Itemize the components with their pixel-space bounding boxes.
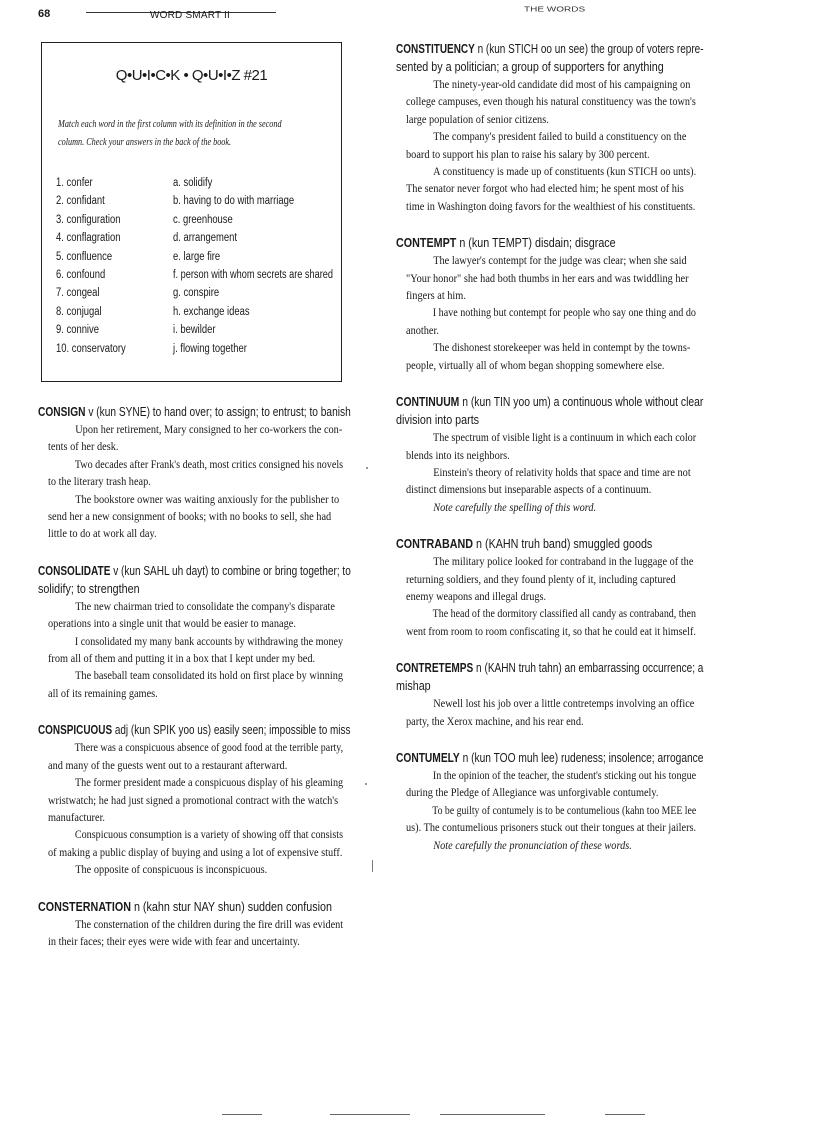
- example-text: The military police looked for contraband in the luggage of the: [433, 554, 694, 569]
- example-text: To be guilty of contumely is to be contumelious (kahn too MEE lee: [432, 802, 697, 817]
- example-sentence-line: [396, 571, 696, 588]
- example-sentence-line: [38, 508, 348, 525]
- entry-headword-wrap: [396, 40, 704, 58]
- example-text: The former president made a conspicuous display of his gleaming: [74, 775, 344, 790]
- example-text: I have nothing but contempt for people who say one thing and do: [432, 305, 696, 320]
- entry-headword-line: [396, 535, 696, 553]
- example-sentence-line: [396, 111, 696, 128]
- quiz-word-item: [56, 321, 141, 339]
- dictionary-entry: [396, 535, 696, 640]
- quiz-definition-text: d. arrangement: [173, 232, 237, 245]
- entry-headword: CONTRABAND: [396, 537, 474, 552]
- right-column-entries: [396, 40, 704, 873]
- dictionary-entry: [38, 403, 351, 543]
- book-title: WORD SMART II: [150, 10, 231, 21]
- entry-headword: CONTINUUM: [396, 395, 460, 410]
- scan-speck: [365, 783, 367, 785]
- example-text: The company's president failed to build a constituency on the: [433, 129, 687, 144]
- example-text: board to support his plan to raise his salary by 300 percent.: [406, 146, 650, 161]
- quiz-definition-item: [173, 248, 338, 266]
- running-head: THE WORDS: [524, 6, 586, 14]
- example-sentence-line: [38, 421, 348, 438]
- entry-definition: n (kun TIN yoo um) a continuous whole without clear: [462, 395, 704, 410]
- quiz-word-item: [56, 340, 141, 358]
- quiz-definition-list: [173, 174, 338, 358]
- entry-headword-line: [38, 403, 351, 421]
- example-text: in their faces; their eyes were wide with fear and uncertainty.: [48, 933, 300, 948]
- quiz-title: Q•U•I•C•K • Q•U•I•Z #21: [115, 67, 268, 84]
- entry-definition-continued: [396, 677, 696, 695]
- entry-definition: n (kun TOO muh lee) rudeness; insolence; arrogance: [462, 750, 704, 765]
- quiz-word-text: 2. confidant: [56, 195, 105, 208]
- quiz-word-item: [56, 266, 141, 284]
- instructions-line: Match each word in the first column with its definition in the second: [58, 119, 282, 130]
- footer-rule: [440, 1114, 545, 1115]
- quiz-definition-item: [173, 229, 338, 247]
- example-sentence-line: [396, 339, 696, 356]
- left-column-entries: [38, 403, 351, 969]
- example-text: The ninety-year-old candidate did most of his campaigning on: [433, 77, 691, 91]
- example-text: Newell lost his job over a little contretemps involving an office: [433, 696, 695, 711]
- quiz-word-text: 6. confound: [56, 269, 106, 282]
- example-text: The new chairman tried to consolidate the company's disparate: [75, 598, 335, 613]
- entry-headword: CONTUMELY: [396, 750, 460, 765]
- entry-definition: n (KAHN truh tahn) an embarrassing occurrence; a: [476, 661, 704, 676]
- entry-definition: adj (kun SPIK yoo us) easily seen; impossible to miss: [114, 723, 351, 738]
- example-sentence-line: [396, 270, 696, 287]
- entry-definition-continued-text: mishap: [396, 679, 431, 694]
- example-text: went from room to room confiscating it, so that he could eat it himself.: [406, 623, 696, 638]
- example-sentence-line: [38, 774, 348, 791]
- entry-headword-line: [396, 393, 704, 411]
- entry-definition-continued-text: solidify; to strengthen: [38, 581, 140, 596]
- example-text: The spectrum of visible light is a continuum in which each color: [433, 430, 697, 445]
- quiz-definition-item: [173, 303, 338, 321]
- quiz-definition-text: h. exchange ideas: [173, 305, 250, 318]
- entry-headword: CONSTITUENCY: [396, 42, 475, 56]
- example-sentence-line: [396, 713, 696, 730]
- quiz-definition-text: i. bewilder: [173, 324, 216, 337]
- example-text: during the Pledge of Allegiance was unforgivable contumely.: [406, 785, 659, 800]
- example-text: The opposite of conspicuous is inconspicuous.: [75, 862, 268, 877]
- entry-definition: n (kun STICH oo un see) the group of voters repre-: [477, 42, 704, 56]
- example-sentence-line: [396, 287, 696, 304]
- example-sentence-line: [396, 429, 696, 446]
- example-text: people, virtually all of whom began shopping somewhere else.: [406, 357, 665, 372]
- entry-definition: n (KAHN truh band) smuggled goods: [476, 537, 653, 552]
- entry-headword-wrap: [38, 721, 350, 739]
- example-sentence-line: [38, 650, 348, 667]
- example-text: college campuses, even though his natural constituency was the town's: [406, 94, 696, 109]
- example-text: The head of the dormitory classified all candy as contraband, then: [432, 606, 696, 621]
- example-text: "Your honor" she had both thumbs in her ears and was twiddling her: [406, 270, 689, 285]
- example-sentence-line: [396, 252, 696, 269]
- dictionary-entry: [396, 40, 704, 215]
- example-sentence-line: [38, 473, 348, 490]
- quiz-definition-item: [173, 174, 338, 192]
- quiz-word-text: 7. congeal: [56, 287, 100, 300]
- example-sentence-line: [38, 438, 348, 455]
- quiz-definition-text: e. large fire: [173, 250, 221, 263]
- example-sentence-line: [38, 933, 348, 950]
- entry-note: [396, 499, 696, 516]
- example-text: A constituency is made up of constituents (kun STICH oo unts).: [433, 164, 697, 179]
- entry-definition-continued-text: sented by a politician; a group of supporters for anything: [396, 60, 664, 74]
- quiz-definition-text: j. flowing together: [173, 342, 247, 355]
- dictionary-entry: [396, 659, 704, 730]
- quiz-definition-item: [173, 266, 338, 284]
- quiz-word-text: 1. confer: [56, 177, 93, 189]
- example-sentence-line: [396, 464, 696, 481]
- dictionary-entry: [396, 234, 696, 374]
- example-text: manufacturer.: [48, 809, 106, 824]
- entry-headword-line: [396, 659, 704, 677]
- entry-headword: CONSOLIDATE: [38, 563, 111, 578]
- quiz-word-item: [56, 303, 141, 321]
- example-sentence-line: [38, 844, 348, 861]
- example-text: blends into its neighbors.: [406, 447, 510, 462]
- example-text: of making a public display of buying and using a lot of expensive stuff.: [48, 844, 343, 859]
- example-text: Note carefully the pronunciation of these words.: [433, 837, 632, 852]
- dictionary-entry: [38, 721, 351, 878]
- quiz-word-item: [56, 229, 141, 247]
- example-text: from all of them and putting it in a box that I kept under my bed.: [48, 651, 316, 666]
- example-sentence-line: [396, 93, 696, 110]
- example-sentence-line: [396, 304, 696, 321]
- footer-rule: [330, 1114, 410, 1115]
- example-sentence-line: [396, 819, 696, 836]
- quiz-word-item: [56, 211, 141, 229]
- example-sentence-line: [38, 456, 348, 473]
- example-text: Two decades after Frank's death, most critics consigned his novels: [74, 456, 344, 471]
- entry-headword: CONSIGN: [38, 405, 86, 419]
- example-sentence-line: [38, 916, 348, 933]
- quiz-definition-text: b. having to do with marriage: [173, 195, 295, 208]
- example-sentence-line: [38, 667, 348, 684]
- quiz-definition-item: [173, 321, 338, 339]
- quiz-word-item: [56, 174, 141, 192]
- entry-definition-continued: [396, 58, 696, 76]
- example-sentence-line: [396, 481, 696, 498]
- quiz-definition-item: [173, 192, 338, 210]
- entry-headword-wrap: [396, 234, 616, 252]
- example-text: There was a conspicuous absence of good food at the terrible party,: [74, 740, 344, 755]
- example-text: Upon her retirement, Mary consigned to her co-workers the con-: [75, 422, 343, 436]
- quiz-word-text: 10. conservatory: [56, 342, 126, 355]
- example-text: party, the Xerox machine, and his rear end.: [406, 713, 584, 728]
- scan-speck: [366, 467, 368, 469]
- example-sentence-line: [38, 685, 348, 702]
- example-sentence-line: [396, 357, 696, 374]
- example-sentence-line: [396, 802, 696, 819]
- example-text: The senator never forgot who had elected him; he spent most of his: [406, 181, 684, 196]
- example-text: send her a new consignment of books; with no books to sell, she had: [48, 509, 332, 524]
- entry-definition: n (kahn stur NAY shun) sudden confusion: [133, 899, 332, 914]
- example-text: tents of her desk.: [48, 439, 119, 454]
- example-sentence-line: [396, 784, 696, 801]
- quiz-definition-text: a. solidify: [173, 177, 213, 189]
- quiz-word-item: [56, 192, 141, 210]
- example-sentence-line: [38, 491, 348, 508]
- dictionary-entry: [38, 562, 351, 702]
- example-text: The consternation of the children during the fire drill was evident: [75, 916, 344, 931]
- dictionary-entry: [38, 898, 348, 951]
- entry-headword-wrap: [396, 749, 703, 767]
- quiz-word-text: 3. configuration: [56, 213, 121, 226]
- example-sentence-line: [38, 739, 348, 756]
- example-text: In the opinion of the teacher, the student's sticking out his tongue: [432, 767, 697, 782]
- quiz-definition-item: [173, 284, 338, 302]
- example-text: I consolidated my many bank accounts by withdrawing the money: [74, 633, 344, 648]
- entry-headword-wrap: [396, 393, 703, 411]
- example-sentence-line: [396, 447, 696, 464]
- quiz-definition-text: f. person with whom secrets are shared: [173, 269, 333, 282]
- entry-headword: CONTRETEMPS: [396, 661, 474, 676]
- example-text: all of its remaining games.: [48, 685, 158, 700]
- example-sentence-line: [38, 615, 348, 632]
- entry-headword: CONSTERNATION: [38, 899, 131, 914]
- example-sentence-line: [38, 792, 348, 809]
- entry-headword-wrap: [38, 403, 351, 421]
- example-text: us). The contumelious prisoners stuck out their tongues at their jailers.: [406, 820, 697, 835]
- example-sentence-line: [396, 76, 696, 93]
- example-sentence-line: [396, 163, 696, 180]
- entry-headword-wrap: [38, 898, 332, 916]
- entry-definition-continued-text: division into parts: [396, 413, 480, 428]
- example-text: enemy weapons and illegal drugs.: [406, 588, 547, 603]
- example-sentence-line: [38, 861, 348, 878]
- entry-definition-continued: [38, 580, 348, 598]
- entry-headword-line: [396, 749, 704, 767]
- entry-headword: CONSPICUOUS: [38, 723, 113, 738]
- quick-quiz-box: [41, 42, 342, 382]
- entry-note: [396, 837, 696, 854]
- quiz-instructions: [58, 116, 328, 152]
- example-sentence-line: [396, 553, 696, 570]
- scan-speck: [372, 860, 373, 872]
- example-text: wristwatch; he had just signed a promotional contract with the watch's: [48, 792, 339, 807]
- entry-headword-line: [396, 40, 704, 58]
- entry-headword: CONTEMPT: [396, 236, 457, 251]
- quiz-word-text: 8. conjugal: [56, 305, 102, 318]
- example-sentence-line: [38, 826, 348, 843]
- example-text: large population of senior citizens.: [406, 111, 549, 126]
- example-sentence-line: [396, 180, 696, 197]
- page-header: [38, 8, 368, 24]
- entry-headword-line: [396, 234, 696, 252]
- example-text: The bookstore owner was waiting anxiously for the publisher to: [75, 491, 340, 506]
- entry-headword-wrap: [396, 535, 652, 553]
- example-text: another.: [406, 322, 439, 337]
- example-sentence-line: [38, 525, 348, 542]
- example-sentence-line: [396, 128, 696, 145]
- example-sentence-line: [396, 695, 696, 712]
- example-text: The baseball team consolidated its hold on first place by winning: [75, 668, 344, 683]
- quiz-definition-item: [173, 340, 338, 358]
- footer-rule: [605, 1114, 645, 1115]
- example-sentence-line: [396, 623, 696, 640]
- example-text: Note carefully the spelling of this word.: [433, 499, 597, 514]
- example-text: to the literary trash heap.: [48, 474, 151, 489]
- footer-rule: [222, 1114, 262, 1115]
- example-sentence-line: [38, 598, 348, 615]
- example-text: and many of the guests went out to a restaurant afterward.: [48, 757, 288, 772]
- quiz-word-text: 5. confluence: [56, 250, 113, 263]
- quiz-word-text: 4. conflagration: [56, 232, 121, 245]
- entry-headword-line: [38, 562, 351, 580]
- entry-definition: n (kun TEMPT) disdain; disgrace: [459, 236, 616, 251]
- quiz-word-text: 9. connive: [56, 324, 99, 337]
- example-text: returning soldiers, and they found plenty of it, including captured: [406, 571, 676, 586]
- example-sentence-line: [38, 757, 348, 774]
- example-sentence-line: [38, 809, 348, 826]
- instructions-line: column. Check your answers in the back of the book.: [58, 137, 232, 148]
- example-text: Conspicuous consumption is a variety of showing off that consists: [74, 827, 344, 842]
- example-sentence-line: [396, 767, 696, 784]
- entry-headword-wrap: [396, 659, 703, 677]
- entry-definition-continued: [396, 411, 696, 429]
- example-text: Einstein's theory of relativity holds that space and time are not: [433, 464, 691, 479]
- entry-definition: v (kun SAHL uh dayt) to combine or bring together; to: [113, 563, 351, 578]
- page-number: 68: [38, 8, 51, 20]
- entry-definition: v (kun SYNE) to hand over; to assign; to entrust; to banish: [88, 405, 351, 419]
- example-text: The lawyer's contempt for the judge was clear; when she said: [433, 253, 687, 268]
- dictionary-entry: [396, 393, 704, 516]
- example-text: little to do at work all day.: [48, 526, 157, 541]
- example-sentence-line: [396, 588, 696, 605]
- entry-headword-wrap: [38, 562, 351, 580]
- entry-headword-line: [38, 721, 351, 739]
- entry-headword-line: [38, 898, 348, 916]
- example-text: operations into a single unit that would be easier to manage.: [48, 616, 296, 631]
- dictionary-entry: [396, 749, 704, 854]
- quiz-definition-item: [173, 211, 338, 229]
- quiz-word-item: [56, 248, 141, 266]
- example-sentence-line: [396, 146, 696, 163]
- quiz-word-item: [56, 284, 141, 302]
- example-text: The dishonest storekeeper was held in contempt by the towns-: [433, 340, 691, 355]
- quiz-definition-text: g. conspire: [173, 287, 220, 300]
- example-text: fingers at him.: [406, 288, 466, 303]
- example-sentence-line: [396, 322, 696, 339]
- example-sentence-line: [38, 633, 348, 650]
- example-text: time in Washington doing favors for the wealthiest of his constituents.: [406, 198, 696, 213]
- quiz-word-list: [56, 174, 141, 358]
- example-text: distinct dimensions but inseparable aspects of a continuum.: [406, 482, 652, 497]
- example-sentence-line: [396, 605, 696, 622]
- quiz-definition-text: c. greenhouse: [173, 213, 233, 226]
- example-sentence-line: [396, 198, 696, 215]
